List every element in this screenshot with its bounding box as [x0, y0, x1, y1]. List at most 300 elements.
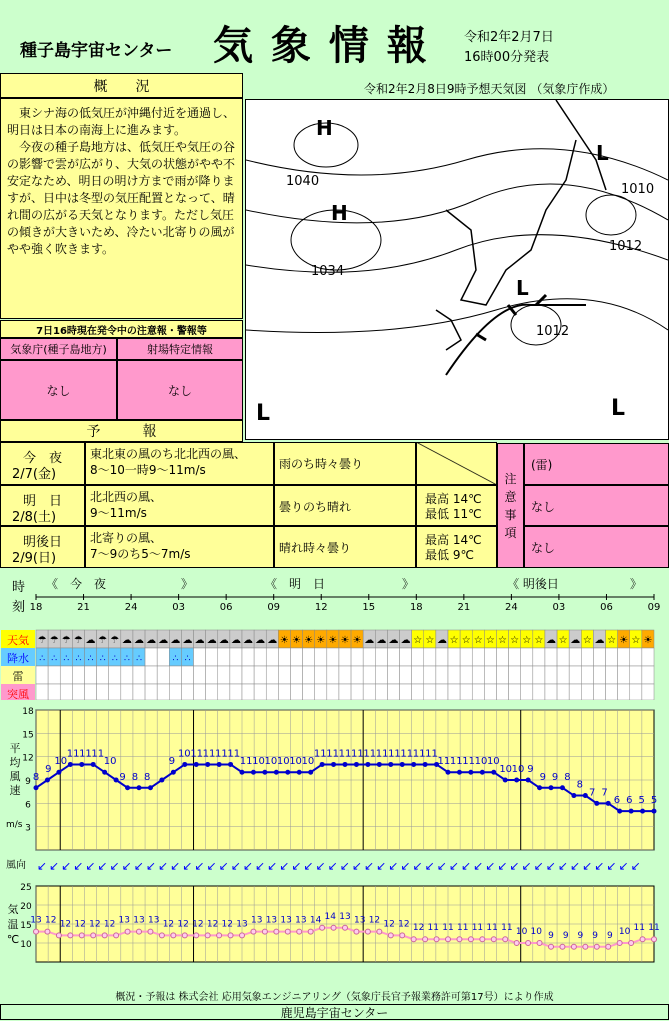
wind-arrow-icon: ↙ [206, 859, 217, 873]
thunder-cell [339, 666, 351, 684]
temp-data-label: 13 [295, 915, 307, 926]
forecast-weather-2: 晴れ時々曇り [274, 526, 416, 568]
gust-cell [557, 684, 569, 700]
temp-point [102, 933, 107, 938]
gust-cell [460, 684, 472, 700]
wind-arrow-icon: ↙ [146, 859, 157, 873]
cloud-icon: ☁ [182, 635, 193, 646]
fine-icon: ☆ [473, 635, 483, 646]
period-label-5: 》 [629, 577, 643, 591]
wind-ytick: 9 [25, 777, 31, 787]
wind-point [148, 785, 153, 790]
umbrella-icon: ☂ [37, 635, 47, 646]
temp-point [594, 944, 599, 949]
gust-cell [145, 684, 157, 700]
wind-point [388, 762, 393, 767]
thunder-cell [72, 666, 84, 684]
gust-cell [254, 684, 266, 700]
wind-arrow-icon: ↙ [97, 859, 108, 873]
rain-cell [545, 648, 557, 666]
thunder-cell [375, 666, 387, 684]
temp-point [45, 929, 50, 934]
hour-label-13: 09 [647, 602, 661, 613]
wind-point [514, 778, 519, 783]
wind-data-label: 9 [539, 771, 546, 783]
hour-label-7: 15 [362, 602, 376, 613]
thunder-cell [581, 666, 593, 684]
gust-cell [133, 684, 145, 700]
wind-ytick: 15 [22, 730, 34, 741]
gust-cell [109, 684, 121, 700]
wind-arrow-icon: ↙ [400, 859, 411, 873]
rain-cell [194, 648, 206, 666]
thunder-cell [36, 666, 48, 684]
wind-point [652, 809, 657, 814]
temp-point [34, 929, 39, 934]
wind-point [537, 785, 542, 790]
wind-arrow-icon: ↙ [461, 859, 472, 873]
temp-point [137, 929, 142, 934]
temp-point [68, 933, 73, 938]
thunder-cell [84, 666, 96, 684]
map-label-l1: L [596, 141, 609, 165]
temp-point [434, 937, 439, 942]
thunder-cell [412, 666, 424, 684]
thunder-cell [351, 666, 363, 684]
wind-point [583, 793, 588, 798]
wind-point [549, 785, 554, 790]
cloud-icon: ☁ [436, 635, 447, 646]
temp-data-label: 11 [471, 923, 484, 934]
temp-data-label: 13 [236, 919, 248, 930]
wind-point [617, 809, 622, 814]
temp-data-label: 11 [456, 923, 469, 934]
temp-point [297, 929, 302, 934]
thunder-cell [230, 666, 242, 684]
thunder-cell [315, 666, 327, 684]
wind-point [159, 778, 164, 783]
gust-cell [630, 684, 642, 700]
temp-point [640, 937, 645, 942]
wind-arrow-icon: ↙ [303, 859, 314, 873]
rain-cell [557, 648, 569, 666]
thunder-cell [557, 666, 569, 684]
wind-arrow-icon: ↙ [339, 859, 350, 873]
wind-data-label: 5 [638, 795, 645, 807]
thunder-cell [109, 666, 121, 684]
temp-data-label: 14 [309, 915, 322, 926]
forecast-weather-0: 雨のち時々曇り [274, 442, 416, 485]
thunder-cell [242, 666, 254, 684]
gust-cell [97, 684, 109, 700]
thunder-cell [97, 666, 109, 684]
wind-point [480, 770, 485, 775]
wind-point [503, 778, 508, 783]
sun-icon: ☀ [619, 635, 629, 646]
wind-arrow-icon: ↙ [364, 859, 375, 873]
wind-point [68, 762, 73, 767]
notes-label: 注 意 事 項 [497, 443, 524, 568]
temp-point [262, 929, 267, 934]
temp-point [114, 933, 119, 938]
fine-icon: ☆ [449, 635, 459, 646]
temp-ylabel: 気 温 ℃ [6, 903, 20, 946]
temp-point [388, 933, 393, 938]
temp-point [308, 929, 313, 934]
umbrella-icon: ☂ [110, 635, 120, 646]
temp-point [320, 925, 325, 930]
thunder-cell [533, 666, 545, 684]
rain-drop-icon: ∴ [111, 654, 118, 664]
wind-data-label: 11 [437, 756, 451, 768]
wind-arrow-icon: ↙ [61, 859, 72, 873]
fine-icon: ☆ [498, 635, 508, 646]
rain-cell [436, 648, 448, 666]
wind-arrow-icon: ↙ [630, 859, 641, 873]
temp-ytick: 20 [20, 902, 32, 912]
forecast-wind-2: 北寄りの風、 7〜9のち5〜7m/s [85, 526, 274, 568]
gust-cell [194, 684, 206, 700]
thunder-cell [484, 666, 496, 684]
wind-point [194, 762, 199, 767]
thunder-cell [303, 666, 315, 684]
wind-point [560, 785, 565, 790]
wind-arrow-icon: ↙ [412, 859, 423, 873]
period-label-3: 》 [401, 577, 415, 591]
thunder-cell [169, 666, 181, 684]
wind-data-label: 9 [527, 764, 534, 775]
temp-point [480, 937, 485, 942]
gust-cell [618, 684, 630, 700]
forecast-day-1: 明 日 [0, 485, 85, 526]
cloud-icon: ☁ [194, 635, 205, 646]
wind-data-label: 6 [613, 795, 621, 807]
wind-data-label: 11 [412, 748, 426, 760]
gust-cell [569, 684, 581, 700]
wind-data-label: 11 [350, 748, 364, 760]
temp-point [491, 937, 496, 942]
gust-cell [436, 684, 448, 700]
hour-label-9: 21 [457, 602, 471, 613]
wind-arrow-icon: ↙ [545, 859, 556, 873]
rain-drop-icon: ∴ [172, 654, 179, 664]
sun-icon: ☀ [328, 635, 338, 646]
issue-date: 令和2年2月7日 [464, 30, 554, 45]
wind-arrow-icon: ↙ [255, 859, 266, 873]
rain-cell [509, 648, 521, 666]
rain-cell [496, 648, 508, 666]
wind-ytick: 6 [25, 800, 31, 811]
wind-point [629, 809, 634, 814]
sun-icon: ☀ [316, 635, 326, 646]
temp-data-label: 13 [353, 915, 366, 926]
temp-data-label: 9 [548, 930, 554, 941]
hour-label-1: 21 [77, 602, 90, 613]
temp-point [148, 929, 153, 934]
wind-arrow-icon: ↙ [182, 859, 193, 873]
temp-data-label: 12 [412, 923, 425, 934]
cloud-icon: ☁ [146, 635, 157, 646]
wind-arrow-icon: ↙ [49, 859, 60, 873]
rain-drop-icon: ∴ [136, 654, 142, 664]
thunder-cell [496, 666, 508, 684]
rain-drop-icon: ∴ [87, 654, 94, 664]
rain-cell [157, 648, 169, 666]
temp-point [354, 929, 359, 934]
center-name: 種子島宇宙センター [20, 41, 173, 61]
footer-center: 鹿児島宇宙センター [0, 1004, 669, 1020]
temp-point [549, 944, 554, 949]
cloud-icon: ☁ [255, 635, 266, 646]
hour-label-5: 09 [267, 602, 281, 613]
wind-arrow-icon: ↙ [424, 859, 435, 873]
rain-cell [351, 648, 363, 666]
wind-data-label: 10 [511, 764, 525, 775]
map-label-h1: H [316, 116, 333, 140]
forecast-wind-1: 北北西の風、 9〜11m/s [85, 485, 274, 526]
rain-cell [521, 648, 533, 666]
notes-value-1: なし [524, 485, 669, 526]
notes-value-0: (雷) [524, 443, 669, 485]
rain-cell [266, 648, 278, 666]
wind-point [228, 762, 233, 767]
wind-arrow-icon: ↙ [570, 859, 581, 873]
wind-arrow-icon: ↙ [85, 859, 96, 873]
wind-arrow-icon: ↙ [582, 859, 593, 873]
temp-data-label: 13 [339, 911, 351, 922]
map-label-h2: H [331, 201, 348, 225]
wind-point [491, 770, 496, 775]
rain-cell [387, 648, 399, 666]
wind-point [217, 762, 222, 767]
wind-point [377, 762, 382, 767]
wind-point [297, 770, 302, 775]
temp-point [194, 933, 199, 938]
temp-data-label: 12 [398, 919, 410, 930]
wind-point [606, 801, 611, 806]
temp-point [571, 944, 576, 949]
wind-arrow-icon: ↙ [291, 859, 302, 873]
cloud-icon: ☁ [134, 635, 144, 646]
wind-data-label: 9 [551, 771, 559, 783]
wind-direction-label: 風向 [6, 860, 26, 871]
wind-point [640, 809, 645, 814]
temp-point [411, 937, 416, 942]
thunder-cell [60, 666, 72, 684]
temp-data-label: 13 [30, 915, 42, 926]
gust-cell [363, 684, 375, 700]
wind-data-label: 8 [144, 771, 151, 783]
wind-arrow-icon: ↙ [521, 859, 532, 873]
gust-cell [448, 684, 460, 700]
wind-point [56, 770, 61, 775]
gust-cell [266, 684, 278, 700]
temp-data-label: 12 [383, 919, 395, 930]
temp-ytick: 15 [20, 921, 32, 931]
wind-ytick: 3 [25, 823, 31, 834]
thunder-cell [157, 666, 169, 684]
gust-cell [533, 684, 545, 700]
cloud-icon: ☁ [388, 635, 399, 646]
fine-icon: ☆ [534, 635, 544, 646]
temp-point [514, 941, 519, 946]
wind-data-label: 11 [363, 748, 377, 760]
wind-point [446, 770, 451, 775]
time-row-label: 時 刻 [12, 580, 26, 615]
forecast-heading: 予 報 [0, 420, 243, 442]
temp-point [331, 925, 336, 930]
temp-data-label: 12 [368, 915, 381, 926]
wind-point [79, 762, 84, 767]
fine-icon: ☆ [413, 635, 423, 646]
row-label-2: 雷 [12, 670, 24, 683]
temp-point [503, 937, 508, 942]
cloud-icon: ☁ [158, 635, 169, 646]
row-label-1: 降水 [7, 652, 29, 665]
wind-arrow-icon: ↙ [121, 859, 132, 873]
wind-data-label: 11 [190, 748, 204, 760]
rain-cell [569, 648, 581, 666]
wind-data-label: 11 [227, 748, 241, 760]
gust-cell [375, 684, 387, 700]
thunder-cell [145, 666, 157, 684]
gust-cell [206, 684, 218, 700]
wind-point [285, 770, 290, 775]
wind-arrow-icon: ↙ [109, 859, 120, 873]
fine-icon: ☆ [558, 635, 568, 646]
gust-cell [387, 684, 399, 700]
gust-cell [509, 684, 521, 700]
wind-point [571, 793, 576, 798]
gust-cell [339, 684, 351, 700]
wind-arrow-icon: ↙ [73, 859, 84, 873]
temp-data-label: 9 [577, 930, 584, 941]
fine-icon: ☆ [582, 635, 592, 646]
gust-cell [545, 684, 557, 700]
hour-label-10: 24 [505, 602, 518, 613]
thunder-cell [133, 666, 145, 684]
temp-point [606, 944, 611, 949]
temp-data-label: 12 [44, 915, 57, 926]
temp-data-label: 13 [265, 915, 278, 926]
gust-cell [484, 684, 496, 700]
wind-point [400, 762, 405, 767]
wind-unit: m/s [6, 820, 23, 830]
gust-cell [60, 684, 72, 700]
temp-point [652, 937, 657, 942]
rain-cell [618, 648, 630, 666]
temp-data-label: 11 [648, 923, 660, 934]
sun-icon: ☀ [292, 635, 302, 646]
temp-data-label: 12 [206, 919, 219, 930]
gust-cell [424, 684, 436, 700]
wind-point [171, 770, 176, 775]
wind-data-label: 9 [119, 771, 126, 783]
temp-point [240, 933, 245, 938]
forecast-wind-0: 東北東の風のち北北西の風、 8〜10一時9〜11m/s [85, 442, 274, 485]
temp-point [526, 941, 531, 946]
hour-label-0: 18 [29, 602, 43, 613]
fine-icon: ☆ [485, 635, 495, 646]
map-label-l3: L [256, 401, 271, 426]
gust-cell [181, 684, 193, 700]
wind-point [343, 762, 348, 767]
gust-cell [606, 684, 618, 700]
cloud-icon: ☁ [243, 635, 254, 646]
wind-data-label: 10 [474, 756, 488, 768]
wind-point [34, 785, 39, 790]
cloud-icon: ☁ [594, 635, 605, 646]
rain-cell [472, 648, 484, 666]
thunder-cell [509, 666, 521, 684]
fine-icon: ☆ [631, 635, 641, 646]
wind-arrow-icon: ↙ [558, 859, 569, 873]
wind-speed-chart [0, 700, 669, 878]
temperature-chart [0, 878, 669, 986]
temp-data-label: 13 [250, 915, 263, 926]
forecast-date-0: 2/7(金) [12, 467, 57, 482]
temp-data-label: 12 [103, 919, 116, 930]
wind-point [45, 778, 50, 783]
temp-point [446, 937, 451, 942]
wind-data-label: 8 [576, 779, 584, 791]
wind-point [320, 762, 325, 767]
thunder-cell [569, 666, 581, 684]
temp-point [457, 937, 462, 942]
temp-point [468, 937, 473, 942]
thunder-cell [400, 666, 412, 684]
gust-cell [48, 684, 60, 700]
rain-cell [230, 648, 242, 666]
range-value: なし [117, 360, 243, 420]
thunder-cell [448, 666, 460, 684]
rain-cell [303, 648, 315, 666]
wind-point [274, 770, 279, 775]
fine-icon: ☆ [425, 635, 435, 646]
wind-data-label: 11 [449, 756, 463, 768]
umbrella-icon: ☂ [98, 635, 108, 646]
thunder-cell [424, 666, 436, 684]
range-label: 射場特定情報 [117, 338, 243, 360]
wind-point [91, 762, 96, 767]
wind-arrow-icon: ↙ [267, 859, 278, 873]
header [0, 0, 669, 73]
wind-data-label: 5 [650, 795, 658, 807]
rain-cell [642, 648, 654, 666]
thunder-cell [218, 666, 230, 684]
gust-cell [278, 684, 290, 700]
temp-data-label: 13 [118, 915, 131, 926]
rain-drop-icon: ∴ [51, 654, 58, 664]
thunder-cell [266, 666, 278, 684]
wind-arrow-icon: ↙ [376, 859, 387, 873]
wind-point [423, 762, 428, 767]
rain-cell [412, 648, 424, 666]
footer-credit: 概況・予報は 株式会社 応用気象エンジニアリング（気象庁長官予報業務許可第17号）により作成 [115, 991, 554, 1003]
temp-data-label: 12 [177, 919, 189, 930]
wind-point [365, 762, 370, 767]
gust-cell [521, 684, 533, 700]
wind-data-label: 6 [626, 795, 633, 807]
wind-data-label: 10 [54, 756, 68, 768]
forecast-day-0: 今 夜 [0, 442, 85, 485]
temp-point [365, 929, 370, 934]
hour-label-11: 03 [552, 602, 566, 613]
rain-cell [533, 648, 545, 666]
wind-data-label: 10 [499, 764, 513, 775]
rain-cell [460, 648, 472, 666]
wind-data-label: 10 [177, 748, 191, 760]
